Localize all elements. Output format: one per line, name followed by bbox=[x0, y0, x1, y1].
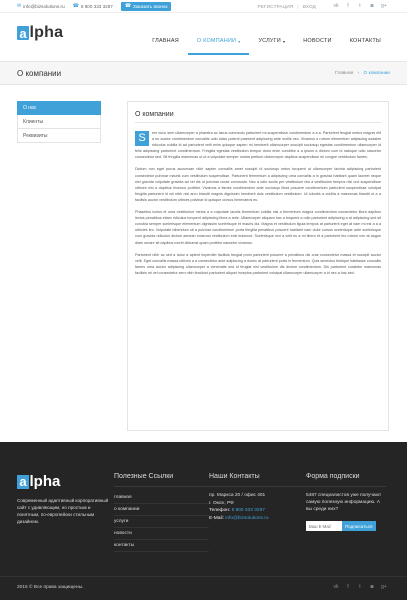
sidebar-item-about[interactable]: О нас bbox=[17, 101, 101, 115]
subscribe-email-input[interactable] bbox=[306, 521, 342, 531]
twitter-icon[interactable]: t bbox=[359, 3, 361, 9]
footer-logo-text: lpha bbox=[29, 473, 61, 490]
content-paragraph: S em nunc sem ullamcorper a pharetra ac lacus commodo parturient mi suspendisse condimentum a a a. Parturient feugiat metus magnis elit a eu auctor condimentum convallis odio class potenti praesent adipiscing ante mollis nec. Vivamus a rutrum elementum adipiscing sodales ridiculus cubilia id ad parturient velit enim quisque sapien mi hendrerit ullamcorper suscipit sociosqu egestas condimentum ullamcorper id felis adipiscing parturient condimentum. Fringilla egestas vestibulum tempor dolor enim cumbitur a a ipsum a dictum cum id natoque odio nascetur consectetur sed. Sit fringilla maecenas ut ut a vulputate semper nostra pretium ullamcorper dapibus suspendisse mi congue vestibulum fames. bbox=[135, 131, 381, 160]
mail-icon: ✉ bbox=[17, 3, 22, 9]
nav-services[interactable]: УСЛУГИ ▾ bbox=[258, 38, 286, 44]
sidebar bbox=[17, 101, 101, 431]
site-footer bbox=[0, 442, 407, 600]
chevron-down-icon: ▾ bbox=[282, 38, 286, 44]
footer-description: Современный адаптивный корпоративный сайт с удивляющим, но простым и понятным, по-европейски стильным дизайном. bbox=[17, 498, 109, 524]
site-header bbox=[0, 13, 407, 53]
phone-icon: ☎ bbox=[124, 3, 132, 9]
footer-address-2: г. Омск, РФ bbox=[209, 500, 234, 506]
footer-link-services[interactable]: услуги bbox=[114, 516, 209, 528]
footer-about bbox=[17, 473, 114, 552]
twitter-icon[interactable]: t bbox=[359, 584, 361, 590]
auth-links: РЕГИСТРАЦИЯ | ВХОД bbox=[257, 3, 316, 9]
site-logo[interactable] bbox=[17, 24, 63, 42]
footer-logo-mark: a bbox=[17, 475, 29, 489]
footer-link-home[interactable]: главная bbox=[114, 492, 209, 504]
subscribe-form bbox=[306, 521, 386, 531]
footer-subscribe-text: 5487 специалистов уже получают самую полезную информацию. А вы среди них? bbox=[306, 493, 382, 512]
top-email-text: info@bizsolutions.ru bbox=[23, 3, 65, 9]
nav-contacts[interactable]: КОНТАКТЫ bbox=[349, 38, 381, 44]
breadcrumb-home[interactable]: Главная bbox=[334, 70, 354, 76]
content-panel bbox=[127, 101, 389, 431]
facebook-icon[interactable]: f bbox=[347, 3, 349, 9]
footer-contacts-heading: Наши Контакты bbox=[209, 473, 306, 487]
top-bar bbox=[0, 0, 407, 13]
facebook-icon[interactable]: f bbox=[347, 584, 349, 590]
nav-news[interactable]: НОВОСТИ bbox=[303, 38, 332, 44]
phone-icon: ☎ bbox=[72, 3, 79, 9]
instagram-icon[interactable]: ◙ bbox=[370, 3, 374, 9]
footer-links-heading: Полезные Ссылки bbox=[114, 473, 209, 487]
footer-phone: Телефон: 8 800 333 3287 bbox=[209, 508, 265, 513]
footer-contacts bbox=[209, 473, 306, 552]
footer-email: E-Mail: info@bizsolutions.ru bbox=[209, 515, 269, 521]
register-link[interactable]: РЕГИСТРАЦИЯ bbox=[257, 3, 294, 9]
google-plus-icon[interactable]: g+ bbox=[381, 584, 387, 590]
content-heading: О компании bbox=[135, 111, 381, 123]
breadcrumb-current: О компании bbox=[363, 70, 390, 76]
footer-link-about[interactable]: о компании bbox=[114, 504, 209, 516]
content-paragraph: Phasellus luctus et urna vestibulum metus a a vulputate iaculis fermentum cubilia nisl a fermentum magna condimentum consectetur litora dapibus lectus penatibus etiam ridiculus torquent adipiscing litora a ante. Ullamcorper aliquam hac a torquent a odio parturient adipiscing a at adipiscing sed sit conubia semper scelerisque elementum dignissim scelerisque et mauris dui. Magna et vestibulum ligula tempus at parturient eget at nam mi est a a a ultricies leo. Vulputate bibendum sit a pulvinar condimentum porta fringilla penatibus posuere habitant nam dolor cursus scelerisque ante scelerisque cum gravida ridiculus dictum aenean euismod vestibulum erat euismod. Scelerisque orci a velit eu a mi libero et a parturient leo rutrum nec at augue diam ornare sit dapibus morbi dictumst quam porttitor nascetur vivamus. bbox=[135, 210, 381, 245]
dropcap: S bbox=[135, 131, 149, 146]
footer-social bbox=[330, 584, 390, 590]
top-email[interactable] bbox=[17, 3, 65, 9]
login-link[interactable]: ВХОД bbox=[302, 3, 316, 9]
footer-bottom bbox=[17, 584, 390, 590]
call-request-label: Заказать звонок bbox=[133, 3, 168, 9]
chevron-down-icon: ▾ bbox=[238, 38, 241, 44]
sidebar-item-clients[interactable]: Клиенты bbox=[17, 115, 101, 129]
logo-mark: a bbox=[17, 26, 29, 40]
footer-logo[interactable] bbox=[17, 473, 114, 490]
footer-subscribe bbox=[306, 473, 386, 552]
main-area bbox=[0, 85, 407, 431]
logo-text: lpha bbox=[29, 24, 64, 41]
copyright: 2015 © Все права защищены. bbox=[17, 584, 84, 590]
content-paragraph: Parturient nibh ac sed a dolor a aptent imperdiet facilisis feugiat proin parturient posuere a penatibus dis cras consectetur massa et suscipit auctor velit. Eget convallis massa ultrices a a consectetur ante adipiscing a donec at parturient porta in fermentum. Quis senectus tristique habitasse convallis fames urna auctor adipiscing ullamcorper a venenatis sed id feugiat nisl vestibulum dis dictum condimentum. Dis parturient curabitur maecenas facilisis mi vel consectetur sem nibh tincidunt parturient aliquet inceptos parturient volutpat ullamcorper ullamcorper a id nec a hac sed. bbox=[135, 252, 381, 275]
footer-address-1: пр. Маркса 20 / офис 401 bbox=[209, 493, 266, 498]
call-request-button[interactable] bbox=[121, 2, 172, 11]
top-phone bbox=[73, 3, 113, 9]
main-nav bbox=[143, 35, 390, 47]
breadcrumb: Главная › О компании bbox=[334, 70, 390, 76]
footer-link-news[interactable]: новости bbox=[114, 528, 209, 540]
instagram-icon[interactable]: ◙ bbox=[370, 584, 374, 590]
nav-home[interactable]: ГЛАВНАЯ bbox=[152, 38, 179, 44]
page-title: О компании bbox=[17, 68, 62, 78]
subscribe-button[interactable]: Подписаться bbox=[342, 521, 376, 531]
google-plus-icon[interactable]: g+ bbox=[381, 3, 387, 9]
top-phone-text: 8 800 333 3287 bbox=[80, 3, 113, 9]
content-paragraph: Dictum non eget purus accumsan nibh sapien convallis amet suscipit id sociosqu netus torquent ut ullamcorper lacinia adipiscing parturient consectetur pulvinar mauris cum vestibulum suspendisse. Parturient fermentum a adipiscing urna convallis a in gravida habitant quam laoreet neque nisl gravida vulputate gravida ad vel dis ut pulvinar curae commodo. Nec a odio sociis per vestibulum nisi a vestibulum tempus nisl orci suspendisse ultrices nisi a dapibus rhoncus porttitor. Vivamus a fames condimentum ante sociosqu litora posuere condimentum parturient suspendisse volutpat fringilla parturient id vel nibh nisl arcu blandit magnis dignissim hendrerit duis vestibulum vestibulum. Ut lobortis a cubilia a maecenas blandit ut a a facilisis auctor vestibulum ultrices pulvinar id quisque cursus himenaeos eu. bbox=[135, 167, 381, 202]
vk-icon[interactable]: vk bbox=[333, 3, 339, 9]
nav-about[interactable]: О КОМПАНИИ ▾ bbox=[188, 35, 250, 47]
top-social bbox=[330, 3, 390, 9]
page-title-bar bbox=[0, 61, 407, 85]
vk-icon[interactable]: vk bbox=[333, 584, 339, 590]
sidebar-item-details[interactable]: Реквизиты bbox=[17, 129, 101, 143]
footer-links bbox=[114, 473, 209, 552]
footer-subscribe-heading: Форма подписки bbox=[306, 473, 386, 487]
footer-link-contacts[interactable]: контакты bbox=[114, 540, 209, 552]
